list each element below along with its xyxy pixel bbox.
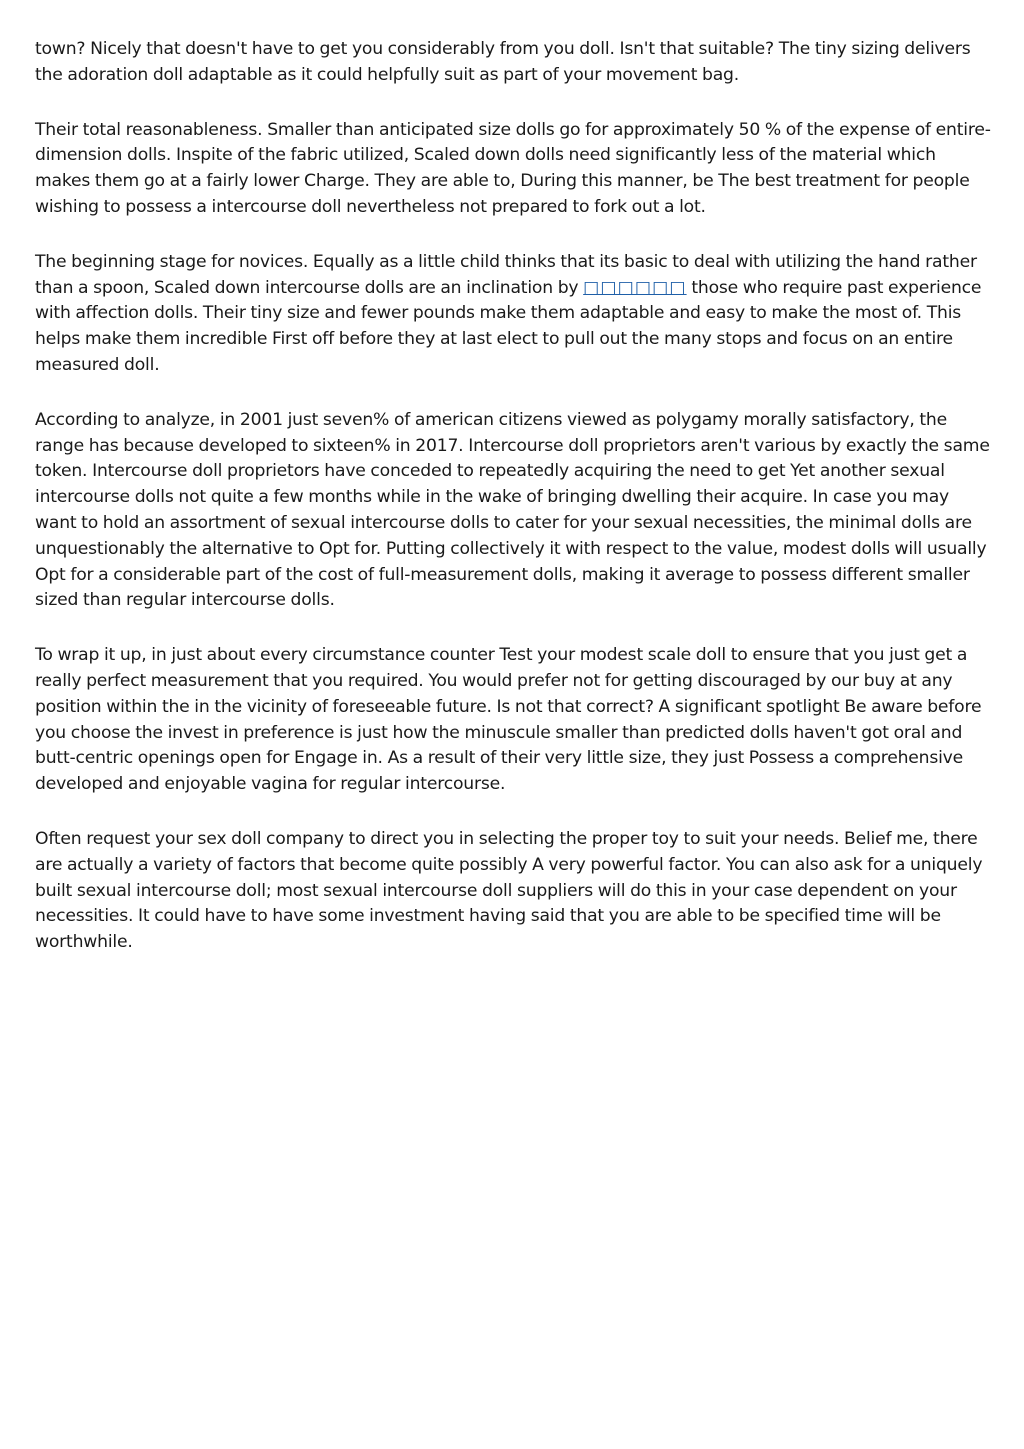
paragraph-3-text-before-link: The beginning stage for novices. Equally as a little child thinks that its basic to deal with utilizing the hand rather than a spoon, Scaled down intercourse dolls are an inclination by — [35, 251, 977, 298]
paragraph-5: To wrap it up, in just about every circumstance counter Test your modest scale doll to ensure that you just get a really perfect measurement that you required. You would prefer not for getting discouraged by our buy at any position within the in the vicinity of foreseeable future. Is not that correct? A significant spotlight Be aware before you choose the invest in preference is just how the minuscule smaller than predicted dolls haven't got oral and butt-centric openings open for Engage in. As a result of their very little size, they just Possess a comprehensive developed and enjoyable vagina for regular intercourse. — [35, 645, 982, 795]
paragraph-2: Their total reasonableness. Smaller than anticipated size dolls go for approximately 50 % of the expense of entire-dimension dolls. Inspite of the fabric utilized, Scaled down dolls need significantly less of the material which makes them go at a fairly lower Charge. They are able to, During this manner, be The best treatment for people wishing to possess a intercourse doll nevertheless not prepared to fork out a lot. — [35, 119, 991, 217]
paragraph-1: town? Nicely that doesn't have to get you considerably from you doll. Isn't that suitable? The tiny sizing delivers the adoration doll adaptable as it could helpfully suit as part of your movement bag. — [35, 39, 971, 85]
paragraph-6: Often request your sex doll company to direct you in selecting the proper toy to suit your needs. Belief me, there are actually a variety of factors that become quite possibly A very powerful factor. You can also ask for a uniquely built sexual intercourse doll; most sexual intercourse doll suppliers will do this in your case dependent on your necessities. It could have to have some investment having said that you are able to be specified time will be worthwhile. — [35, 828, 983, 953]
paragraph-3 — [35, 250, 995, 379]
paragraph-4: According to analyze, in 2001 just seven% of american citizens viewed as polygamy morally satisfactory, the range has because developed to sixteen% in 2017. Intercourse doll proprietors aren't various by exactly the same token. Intercourse doll proprietors have conceded to repeatedly acquiring the need to get Yet another sexual intercourse dolls not quite a few months while in the wake of bringing dwelling their acquire. In case you may want to hold an assortment of sexual intercourse dolls to cater for your sexual necessities, the minimal dolls are unquestionably the alternative to Opt for. Putting collectively it with respect to the value, modest dolls will usually Opt for a considerable part of the cost of full-measurement dolls, making it average to possess different smaller sized than regular intercourse dolls. — [35, 409, 990, 611]
paragraph-3-text-after-link: those who require past experience with affection dolls. Their tiny size and fewer pounds make them adaptable and easy to make the most of. This helps make them incredible First off before they at last elect to pull out the many stops and focus on an entire measured doll. — [35, 277, 982, 375]
document-body — [35, 37, 995, 985]
inline-link[interactable]: □□□□□□ — [583, 277, 687, 298]
